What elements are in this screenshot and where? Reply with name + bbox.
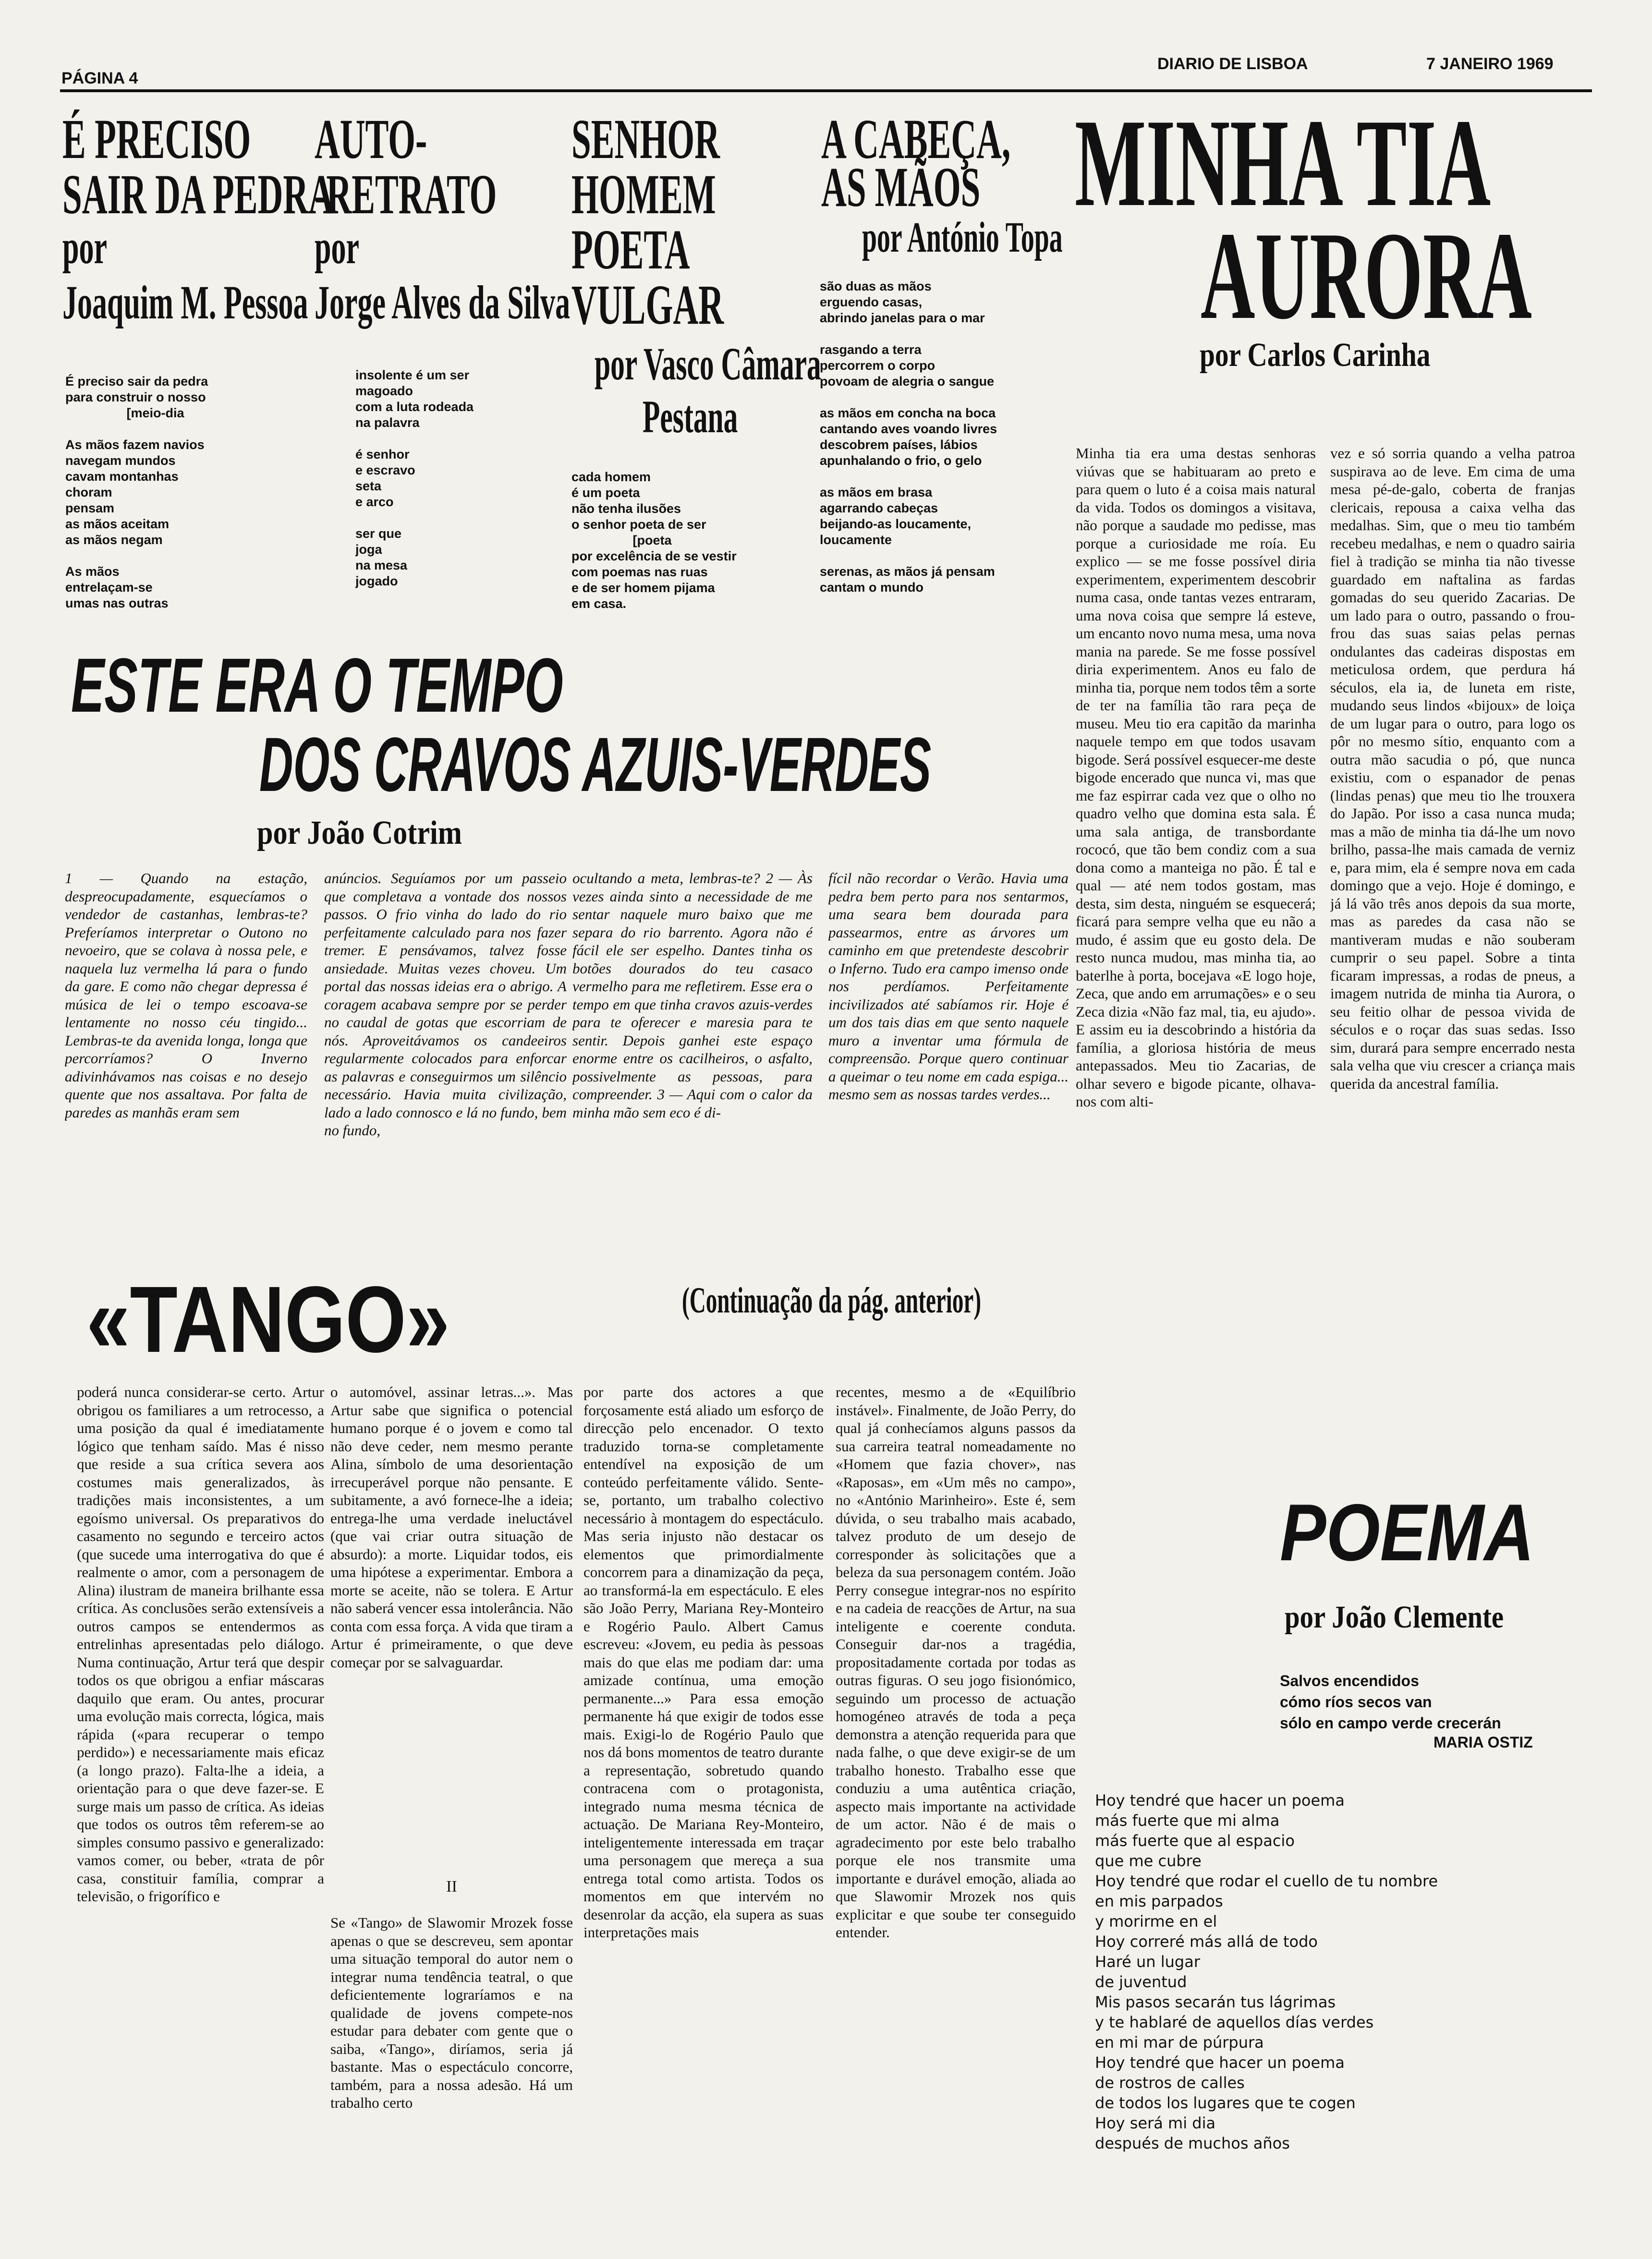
poem-byline: por João Clemente — [1285, 1600, 1504, 1635]
poem-title-line: POETA — [571, 218, 690, 281]
article-column: recentes, mesmo a de «Equilíbrio instável». Finalmente, de João Perry, do qual já conhecíamos alguns passos da sua carreira teatral nomeadamente no «Homem que fazia chover», nas «Raposas», em «Um mês no campo», no «António Marinheiro». Este é, sem dúvida, o seu trabalho mais acabado, talvez produto de um desejo de corresponder às solicitações que a beleza da sua personagem contém. João Perry consegue integrar-nos no espírito e na cadeia de reacções de Artur, na sua inteligente e coerente conduta. Conseguir dar-nos a tragédia, propositadamente cortada por todas as outras figuras. O seu jogo fisionómico, seguindo um processo de actuação homogéneo através de toda a peça demonstra a atenção requerida para que nada falhe, o que deve exigir-se de um trabalho honesto. Trabalho esse que conduziu a uma autêntica criação, aspecto mais importante na actividade de um actor. Não é de mais o agradecimento por este belo trabalho porque ele nos transmite uma importante e durável emoção, aliada ao que Slawomir Mrozek nos quis explicitar e que soube ter conseguido entender. — [836, 1384, 1076, 1941]
poem-title-line: SAIR DA PEDRA — [62, 163, 334, 226]
poem-title-line: HOMEM — [571, 163, 716, 226]
poem-title-line: -RETRATO — [315, 163, 497, 226]
poem-text: É preciso sair da pedra para construir o nosso [meio-dia As mãos fazem navios navegam mundos cavam montanhas choram pensam as mãos aceitam as mãos negam As mãos entrelaçam-se umas nas outras — [65, 374, 208, 610]
poem-line: Haré un lugar — [1095, 1953, 1200, 1971]
article-column: por parte dos actores a que forçosamente está aliado um esforço de direcção pelo encenador. O texto traduzido torna-se completamente entendível na exposição de um conteúdo perfeitamente válido. Sente-se, portanto, um trabalho colectivo necessário à montagem do espectáculo. Mas seria injusto não destacar os elementos que primordialmente concorrem para a dinamização da peça, ao transformá-la em espectáculo. E eles são João Perry, Mariana Rey-Monteiro e Rogério Paulo. Albert Camus escreveu: «Jovem, eu pedia às pessoas mais do que elas me podiam dar: uma amizade contínua, uma emoção permanente...» Para essa emoção permanente há que exigir de todos esse mais. Exigi-lo de Rogério Paulo que nos dá bons momentos de teatro durante a representação, sobretudo quando contracena com o protagonista, integrado numa mesma técnica de actuação. De Mariana Rey-Monteiro, inteligentemente interessada em traçar uma personagem que mereça a sua entrega total como artista. Todos os momentos em que intervém no desenrolar da acção, ela supera as suas interpretações mais — [583, 1384, 824, 1941]
poem-title-line: É PRECISO — [62, 108, 251, 170]
issue-date: 7 JANEIRO 1969 — [1426, 55, 1554, 73]
poem-byline: por António Topa — [862, 214, 1063, 261]
poem-byline: por — [315, 220, 359, 274]
poem-text: insolente é um ser magoado com a luta rodeada na palavra é senhor e escravo seta e arco ser que joga na mesa jogado — [355, 368, 474, 588]
poem-line: en mi mar de púrpura — [1095, 2033, 1264, 2052]
article-title-line: MINHA TIA — [1075, 93, 1491, 232]
article-title-line: DOS CRAVOS AZUIS-VERDES — [259, 721, 932, 807]
article-title: «TANGO» — [86, 1267, 450, 1372]
article-byline: por João Cotrim — [257, 814, 462, 851]
poem-author: Pestana — [643, 391, 738, 442]
poem-line: Mis pasos secarán tus lágrimas — [1095, 1993, 1336, 2011]
article-column: Se «Tango» de Slawomir Mrozek fosse apenas o que se descreveu, sem apontar uma situação temporal do autor nem o integrar numa tendência teatral, o que deficientemente lograríamos e na qualidade de jovens compete-nos estudar para debater com gente que o saiba, «Tango», diríamos, seria já bastante. Mas o espectáculo concorre, também, para a nossa adesão. Há um trabalho certo — [330, 1914, 573, 2111]
article-column: o automóvel, assinar letras...». Mas Artur sabe que significa o potencial humano porque é o jovem e como tal não deve ceder, nem mesmo perante Alina, símbolo de uma desorientação irrecuperável porque não pensante. E subitamente, a avó fornece-lhe a ideia; entrega-lhe uma verdade ineluctável (que vai criar outra situação de absurdo): a morte. Liquidar todos, eis uma hipótese a experimentar. Embora a morte se aceite, não se tolera. E Artur não saberá vencer essa intolerância. Não conta com essa força. A vida que tiram a Artur é primeiramente, o que deve começar por se salvaguardar. — [330, 1384, 573, 1671]
poem-line: más fuerte que al espacio — [1095, 1832, 1295, 1850]
epigraph-author: MARIA OSTIZ — [1433, 1734, 1533, 1751]
poem-line: Hoy tendré que rodar el cuello de tu nombre — [1095, 1872, 1438, 1890]
poem-line: Hoy correré más allá de todo — [1095, 1932, 1318, 1951]
poem-text: cada homem é um poeta não tenha ilusões o senhor poeta de ser [poeta por excelência de se vestir com poemas nas ruas e de ser homem pijama em casa. — [571, 470, 737, 611]
poem-title-line: AUTO- — [315, 108, 427, 170]
article-subtitle: (Continuação da pág. anterior) — [682, 1280, 982, 1321]
poem-author: Joaquim M. Pessoa — [62, 276, 308, 329]
poem-line: y te hablaré de aquellos días verdes — [1095, 2013, 1374, 2031]
poem-line: de rostros de calles — [1095, 2074, 1245, 2092]
epigraph-line: sólo en campo verde crecerán — [1280, 1714, 1501, 1732]
poem-text: são duas as mãos erguendo casas, abrindo janelas para o mar rasgando a terra percorrem o corpo povoam de alegria o sangue as mãos em concha na boca cantando aves voando livres descobrem países, lábios apunhalando o frio, o gelo as mãos em brasa agarrando cabeças beijando-as loucamente, loucamente serenas, as mãos já pensam cantam o mundo — [820, 279, 997, 595]
poem-line: después de muchos años — [1095, 2134, 1290, 2152]
article-column: 1 — Quando na estação, despreocupadamente, esquecíamos o vendedor de castanhas, lembras-te? Preferíamos interpretar o Outono no nevoeiro, que se colava à nossa pele, e naquela luz vermelha lá para o fundo da gare. E como não chegar depressa é música de lei o tempo escoava-se lentamente no nosso céu tingido... Lembras-te da avenida longa, longa que percorríamos? O Inverno adivinhávamos nas coisas e no desejo quente que nos assaltava. Por falta de paredes as manhãs eram sem — [65, 870, 307, 1121]
poem-line: y morirme en el — [1095, 1912, 1217, 1931]
poem-lines — [1095, 1790, 1438, 2153]
poem-epigraph — [1280, 1670, 1501, 1734]
article-column: fícil não recordar o Verão. Havia uma pedra bem perto para nos sentarmos, uma seara bem dourada para passearmos, entre as árvores um caminho em que pretendeste descobrir o Inferno. Tudo era campo imenso onde nos perdíamos. Perfeitamente incivilizados até sabíamos rir. Hoje é um dos tais dias em que sento naquele muro a inventar uma fórmula de compreensão. Porque quero continuar a queimar o teu nome em cada espiga... mesmo sem as nossas tardes verdes... — [828, 870, 1069, 1103]
poem-byline: por — [62, 220, 107, 274]
article-column: ocultando a meta, lembras-te? 2 — Às vezes ainda sinto a necessidade de me sentar naquele muro baixo que me separa do rio barrento. Agora não é fácil ele ser espelho. Dantes tinha os botões dourados do teu casaco vermelho para me refletirem. Esse era o tempo em que tinha cravos azuis-verdes para te oferecer e maresia para te sentir. Depois ganhei este espaço enorme entre os cacilheiros, o asfalto, possivelmente as pessoas, para compreender. 3 — Aqui com o calor da minha mão sem eco é di- — [572, 870, 813, 1121]
poem-byline: por Vasco Câmara — [595, 338, 821, 389]
article-column: poderá nunca considerar-se certo. Artur obrigou os familiares a um retrocesso, a uma posição da qual é imediatamente lógico que tenham saído. Mas é nisso que reside a sua crítica severa aos costumes mais generalizados, às tradições mais inconsistentes, a um egoísmo universal. Os preparativos do casamento no segundo e terceiro actos (que sucede uma interrogativa do que é realmente o amor, com a personagem de Alina) ilustram de maneira brilhante essa crítica. As conclusões serão extensíveis a outros campos se entendermos as entrelinhas apresentadas pelo diálogo. Numa continuação, Artur terá que despir todos os que obrigou a enfiar máscaras daquilo que eram. Ou antes, procurar uma evolução mais correcta, lógica, mais rápida («para recuperar o tempo perdido») e necessariamente mais eficaz (a longo prazo). Falta-lhe a ideia, a orientação para o que deve fazer-se. E surge mais um passo de crítica. As ideias que todos os outros têm referem-se ao simples consumo passivo e generalizado: vamos comer, ou beber, «trata de pôr casa, constituir família, comprar a televisão, o frigorífico e — [77, 1384, 324, 1905]
article-column: vez e só sorria quando a velha patroa suspirava ao de leve. Em cima de uma mesa pé-de-galo, coberta de franjas clericais, repousa a caixa velha das medalhas. Sim, que o meu tio também recebeu medalhas, e nem o quadro sairia fiel à tradição se minha tia não tivesse guardado em naftalina as fardas gomadas do seu querido Zacarias. De um lado para o outro, passando o frou-frou das suas saias pelas pernas ondulantes das cadeiras dispostas em meticulosa ordem, que perdura há séculos, ela ia, de luneta em riste, mudando seus lindos «bijoux» de loiça de um lugar para o outro, para logo os pôr no mesmo sítio, enquanto com a outra mão sacudia o pó, que nunca existiu, com o espanador de penas (lindas penas) que meu tio lhe trouxera do Japão. Por isso a casa nunca muda; mas a mão de minha tia dá-lhe um novo brilho, passa-lhe mais camada de verniz e, para mim, ela é sempre nova em cada domingo que a vejo. Hoje é domingo, e já lá vão três anos depois da sua morte, mas as paredes da casa não se mantiveram mudas e não souberam cumprir o seu papel. Sobre a tinta ficaram impressas, a rodas de pneus, a imagem nutrida de minha tia Aurora, o seu feitio olhar de pessoa vivida de séculos e o roçar das suas sedas. Isso sim, durará para sempre encerrado nesta sala velha que viu crescer a criança mais querida da ancestral família. — [1330, 445, 1575, 1092]
poem-line: Hoy tendré que hacer un poema — [1095, 1791, 1345, 1810]
section-number: II — [446, 1878, 457, 1895]
poem-title-line: AS MÃOS — [821, 156, 981, 219]
poem-title-line: A CABEÇA, — [821, 108, 1011, 170]
poem-line: Hoy será mi dia — [1095, 2114, 1216, 2132]
page-number: PÁGINA 4 — [61, 69, 138, 87]
article-column: anúncios. Seguíamos por um passeio que completava a vontade dos nossos passos. O frio vinha do lado do rio perfeitamente calculado para nos fazer tremer. E pensávamos, talvez fosse ansiedade. Muitas vezes choveu. Um portal das nossas ideias era o abrigo. A coragem acabava sempre por se perder no caudal de gotas que escorriam de nós. Aproveitávamos os candeeiros regularmente colocados para enforcar as palavras e conseguirmos um silêncio necessário. Havia muita civilização, lado a lado connosco e lá no fundo, bem no fundo, — [324, 870, 567, 1139]
poem-line: Hoy tendré que hacer un poema — [1095, 2053, 1345, 2072]
poem-title-line: VULGAR — [571, 273, 724, 336]
poem-line: de juventud — [1095, 1973, 1187, 1991]
article-byline: por Carlos Carinha — [1200, 337, 1431, 374]
poem-line: que me cubre — [1095, 1852, 1202, 1870]
poem-title: POEMA — [1280, 1487, 1534, 1578]
article-title-line: ESTE ERA O TEMPO — [71, 642, 563, 728]
poem-author: Jorge Alves da Silva — [315, 276, 571, 329]
poem-line: en mis parpados — [1095, 1892, 1223, 1910]
poem-line: más fuerte que mi alma — [1095, 1811, 1280, 1830]
epigraph-line: cómo ríos secos van — [1280, 1693, 1432, 1711]
poem-line: de todos los lugares que te cogen — [1095, 2094, 1356, 2112]
article-column: Minha tia era uma destas senhoras viúvas que se habituaram ao preto e para quem o luto é a coisa mais natural da vida. Todos os domingos a visitava, não porque a saudade mo pedisse, mas porque a curiosidade me roía. Eu explico — se me fosse possível diria experimentem, experimentem descobrir numa casa, onde tantas vezes entraram, uma nova coisa que sempre lá esteve, um encanto novo numa mesa, uma nova mania na parede. Se me fosse possível diria experimentem. Anos eu falo de minha tia, porque nem todos têm a sorte de ter na família tão rara peça de museu. Meu tio era capitão da marinha naquele tempo em que todos usavam bigode. Será possível esquecer-me deste bigode encerado que nunca vi, mas que me faz espirrar cada vez que o olho no quadro velho que domina esta sala. É uma sala antiga, de transbordante rococó, que tão bem condiz com a sua dona como a manteiga no pão. É tal e qual — até nem todos gostam, mas desta, sim desta, ninguém se esquecerá; ficará para sempre velha que eu não a mudo, é assim que eu gosto dela. De resto nunca mudou, mas minha tia, ao baterlhe à porta, bocejava «E logo hoje, Zeca, que ando em arrumações» e o seu Zeca dizia «Não faz mal, tia, eu ajudo». E assim eu ia descobrindo a história da família, a gloriosa história de meus antepassados. Meu tio Zacarias, de olhar severo e bigode picante, olhava-nos com alti- — [1076, 445, 1316, 1110]
epigraph-line: Salvos encendidos — [1280, 1672, 1419, 1689]
poem-title-line: SENHOR — [571, 108, 720, 170]
article-title-line: AURORA — [1201, 206, 1532, 345]
header-rule — [60, 89, 1592, 92]
newspaper-name: DIARIO DE LISBOA — [1157, 55, 1308, 73]
